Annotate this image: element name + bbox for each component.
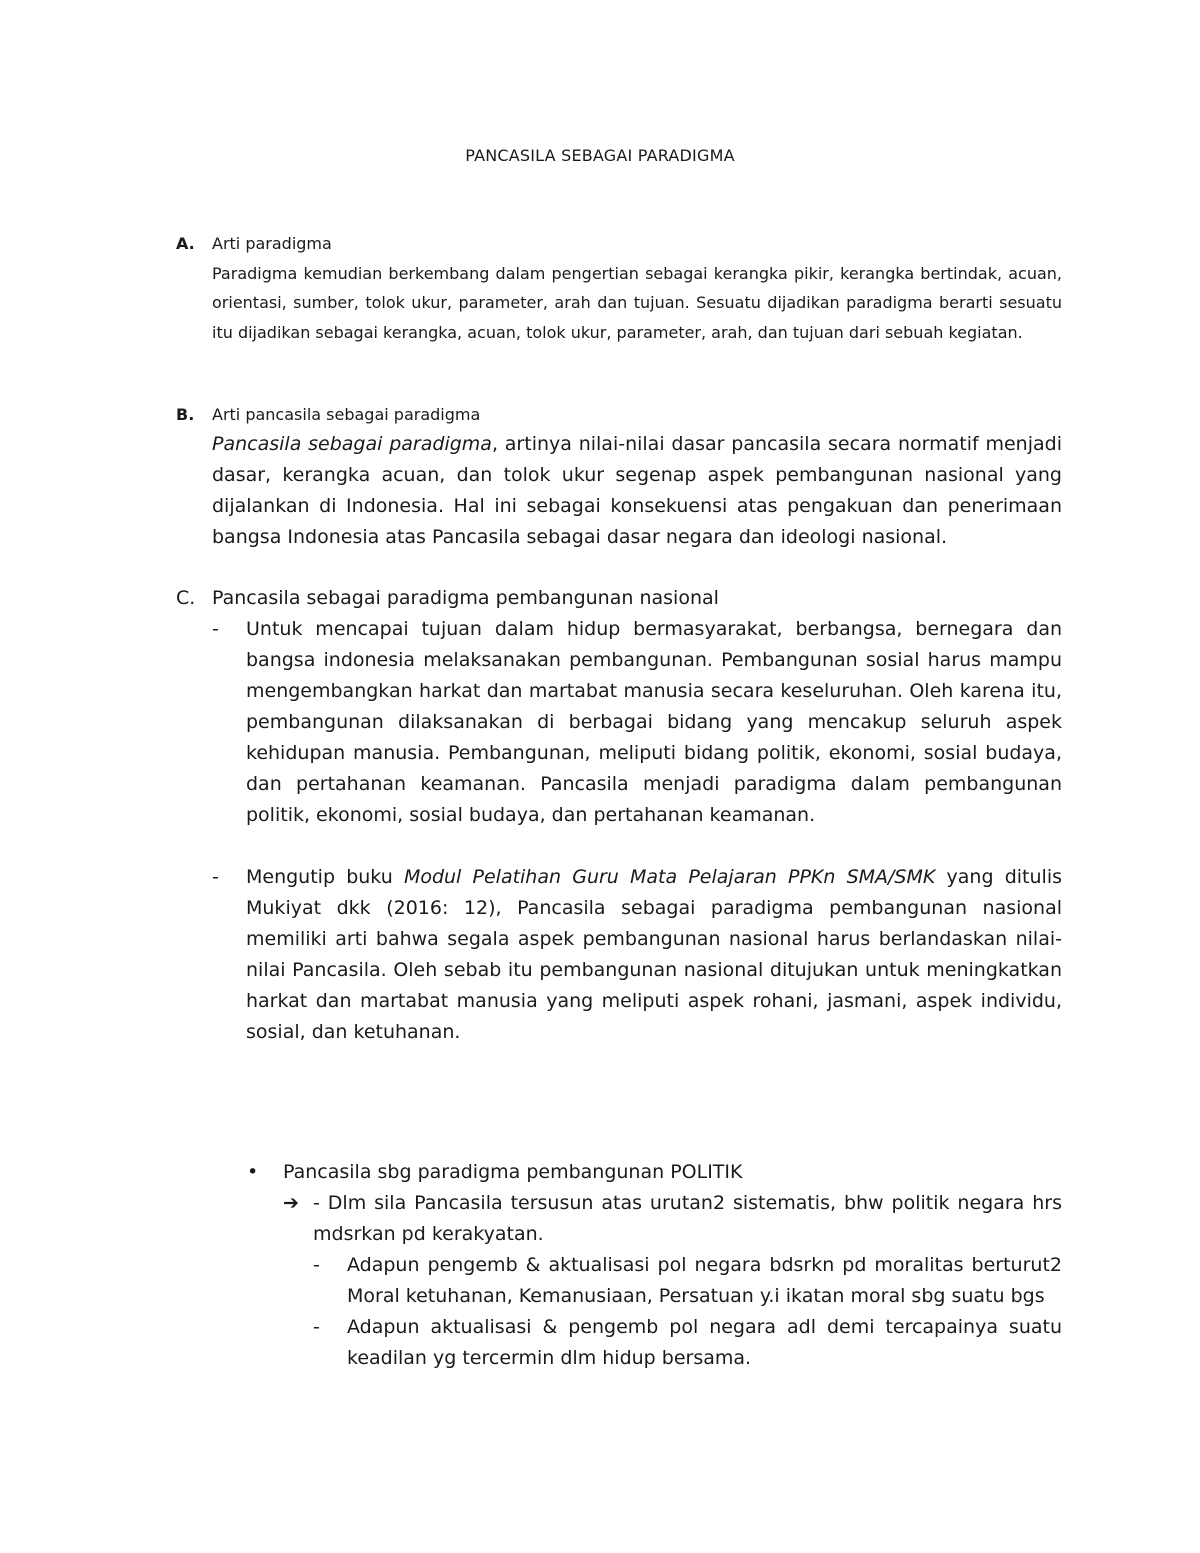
bullet-icon: • (247, 1161, 259, 1183)
section-b-letter: B. (176, 405, 195, 424)
section-a-heading: Arti paradigma (212, 234, 332, 253)
section-a-body: Paradigma kemudian berkembang dalam pengertian sebagai kerangka pikir, kerangka bertindak, acuan, orientasi, sumber, tolok ukur, parameter, arah dan tujuan. Sesuatu dijadikan paradigma berarti sesuatu itu dijadikan sebagai kerangka, acuan, tolok ukur, parameter, arah, dan tujuan dari sebuah kegiatan. (212, 263, 1062, 342)
politik-bullet-row (247, 1157, 1062, 1188)
section-c-item-2-pre: Mengutip buku (246, 866, 404, 888)
section-c-item-2-post: yang ditulis Mukiyat dkk (2016: 12), Pancasila sebagai paradigma pembangunan nasional memiliki arti bahwa segala aspek pembangunan nasional harus berlandaskan nilai-nilai Pancasila. Oleh sebab itu pembangunan nasional ditujukan untuk meningkatkan harkat dan martabat manusia yang meliputi aspek rohani, jasmani, aspek individu, sosial, dan ketuhanan. (246, 866, 1062, 1043)
section-c-item-2-italic: Modul Pelatihan Guru Mata Pelajaran PPKn SMA/SMK (403, 866, 936, 888)
politik-sub-item-1 (313, 1250, 1062, 1312)
politik-sub-item-2-text: Adapun aktualisasi & pengemb pol negara adl demi tercapainya suatu keadilan yg tercermin dlm hidup bersama. (347, 1316, 1062, 1369)
politik-sub-item-1-text: Adapun pengemb & aktualisasi pol negara bdsrkn pd moralitas berturut2 Moral ketuhanan, Kemanusiaan, Persatuan y.i ikatan moral sbg suatu bgs (347, 1254, 1062, 1307)
dash-marker: - (313, 1254, 320, 1276)
dash-marker: - (212, 618, 219, 640)
politik-sub-item-2 (313, 1312, 1062, 1374)
politik-arrow-text: - Dlm sila Pancasila tersusun atas urutan2 sistematis, bhw politik negara hrs mdsrkan pd kerakyatan. (313, 1192, 1062, 1245)
politik-heading: Pancasila sbg paradigma pembangunan POLITIK (283, 1161, 743, 1183)
politik-arrow-item (283, 1188, 1062, 1250)
section-b-body-text: , artinya nilai-nilai dasar pancasila secara normatif menjadi dasar, kerangka acuan, dan tolok ukur segenap aspek pembangunan nasional yang dijalankan di Indonesia. Hal ini sebagai konsekuensi atas pengakuan dan penerimaan bangsa Indonesia atas Pancasila sebagai dasar negara dan ideologi nasional. (212, 433, 1062, 548)
arrow-right-icon: ➔ (283, 1192, 299, 1214)
section-c-item-1-text: Untuk mencapai tujuan dalam hidup bermasyarakat, berbangsa, bernegara dan bangsa indonesia melaksanakan pembangunan. Pembangunan sosial harus mampu mengembangkan harkat dan martabat manusia secara keseluruhan. Oleh karena itu, pembangunan dilaksanakan di berbagai bidang yang mencakup seluruh aspek kehidupan manusia. Pembangunan, meliputi bidang politik, ekonomi, sosial budaya, dan pertahanan keamanan. Pancasila menjadi paradigma dalam pembangunan politik, ekonomi, sosial budaya, dan pertahanan keamanan. (246, 618, 1062, 826)
section-b-heading: Arti pancasila sebagai paradigma (212, 405, 481, 424)
section-c-item-2 (212, 862, 1062, 1048)
document-title: PANCASILA SEBAGAI PARADIGMA (465, 146, 735, 165)
dash-marker: - (212, 866, 219, 888)
section-c-item-2-wrap (176, 862, 1062, 1048)
section-a (176, 229, 1062, 347)
section-b-body (176, 429, 1062, 553)
section-a-letter: A. (176, 234, 195, 253)
dash-marker: - (313, 1316, 320, 1338)
section-b (176, 400, 1062, 430)
section-c-heading: Pancasila sebagai paradigma pembangunan nasional (212, 587, 719, 609)
section-b-body-italic: Pancasila sebagai paradigma (212, 433, 492, 455)
section-c-letter: C. (176, 587, 196, 609)
section-c-item-1 (212, 614, 1062, 831)
section-c (176, 583, 1062, 831)
politik-details (283, 1188, 1062, 1374)
